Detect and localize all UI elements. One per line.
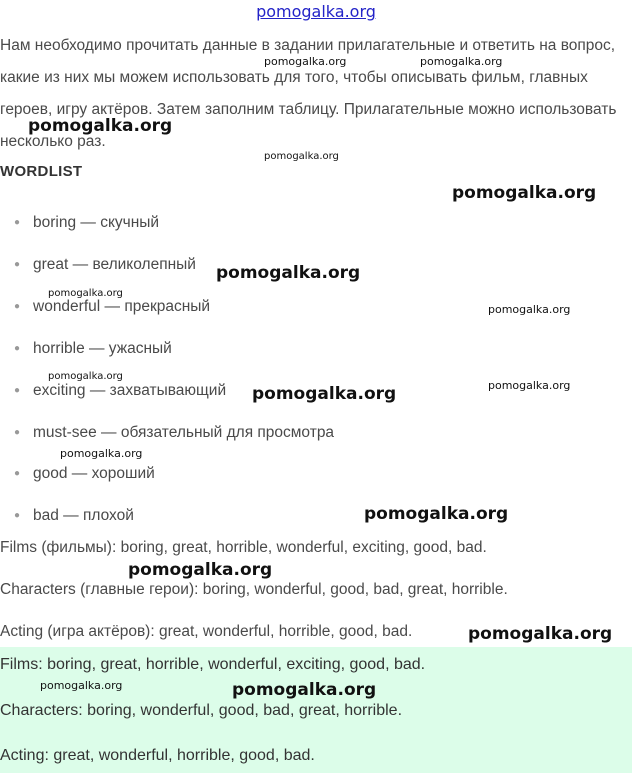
- watermark: pomogalka.org: [420, 55, 503, 68]
- word-text: good — хороший: [33, 465, 155, 482]
- list-item: [14, 465, 155, 483]
- bullet-icon: ●: [14, 427, 21, 439]
- bullet-icon: ●: [14, 510, 21, 522]
- watermark: pomogalka.org: [488, 303, 571, 316]
- list-item: [14, 298, 210, 316]
- watermark: pomogalka.org: [216, 263, 361, 283]
- bullet-icon: ●: [14, 468, 21, 480]
- watermark: pomogalka.org: [28, 116, 173, 136]
- acting-row: Acting (игра актёров): great, wonderful, horrible, good, bad.: [0, 623, 413, 640]
- bullet-icon: ●: [14, 385, 21, 397]
- bullet-icon: ●: [14, 343, 21, 355]
- word-text: horrible — ужасный: [33, 340, 172, 357]
- word-text: wonderful — прекрасный: [33, 298, 211, 315]
- watermark: pomogalka.org: [488, 379, 571, 392]
- intro-paragraph: Нам необходимо прочитать данные в задании прилагательные и ответить на вопрос, какие из них мы можем использовать для того, чтобы описывать фильм, главных героев, игру актёров. Затем заполним таблицу. Прилагательные можно использовать несколько раз.: [0, 37, 617, 150]
- watermark: pomogalka.org: [468, 624, 613, 644]
- answer-films: Films: boring, great, horrible, wonderful, exciting, good, bad.: [0, 656, 426, 673]
- word-text: bad — плохой: [33, 507, 134, 524]
- watermark: pomogalka.org: [452, 183, 597, 203]
- bullet-icon: ●: [14, 217, 21, 229]
- list-item: [14, 507, 134, 525]
- word-text: great — великолепный: [33, 256, 196, 273]
- word-text: must-see — обязательный для просмотра: [33, 424, 335, 441]
- watermark: pomogalka.org: [252, 384, 397, 404]
- watermark: pomogalka.org: [264, 55, 347, 68]
- watermark: pomogalka.org: [60, 447, 143, 460]
- bullet-icon: ●: [14, 301, 21, 313]
- answer-acting: Acting: great, wonderful, horrible, good, bad.: [0, 747, 315, 764]
- word-text: boring — скучный: [33, 214, 160, 231]
- list-item: [14, 382, 226, 400]
- word-text: exciting — захватывающий: [33, 382, 227, 399]
- list-item: [14, 256, 196, 274]
- wordlist-title: WORDLIST: [0, 163, 83, 180]
- films-row: Films (фильмы): boring, great, horrible, wonderful, exciting, good, bad.: [0, 539, 487, 556]
- watermark: pomogalka.org: [40, 679, 123, 692]
- list-item: [14, 214, 159, 232]
- watermark: pomogalka.org: [48, 371, 123, 382]
- answer-box: [0, 647, 632, 773]
- watermark: pomogalka.org: [128, 560, 273, 580]
- watermark: pomogalka.org: [264, 151, 339, 162]
- answer-characters: Characters: boring, wonderful, good, bad, great, horrible.: [0, 702, 403, 719]
- list-item: [14, 340, 172, 358]
- watermark: pomogalka.org: [48, 288, 123, 299]
- list-item: [14, 424, 334, 442]
- characters-row: Characters (главные герои): boring, wonderful, good, bad, great, horrible.: [0, 581, 508, 598]
- watermark: pomogalka.org: [364, 504, 509, 524]
- watermark: pomogalka.org: [232, 680, 377, 700]
- header-watermark-link[interactable]: pomogalka.org: [256, 2, 376, 21]
- bullet-icon: ●: [14, 259, 21, 271]
